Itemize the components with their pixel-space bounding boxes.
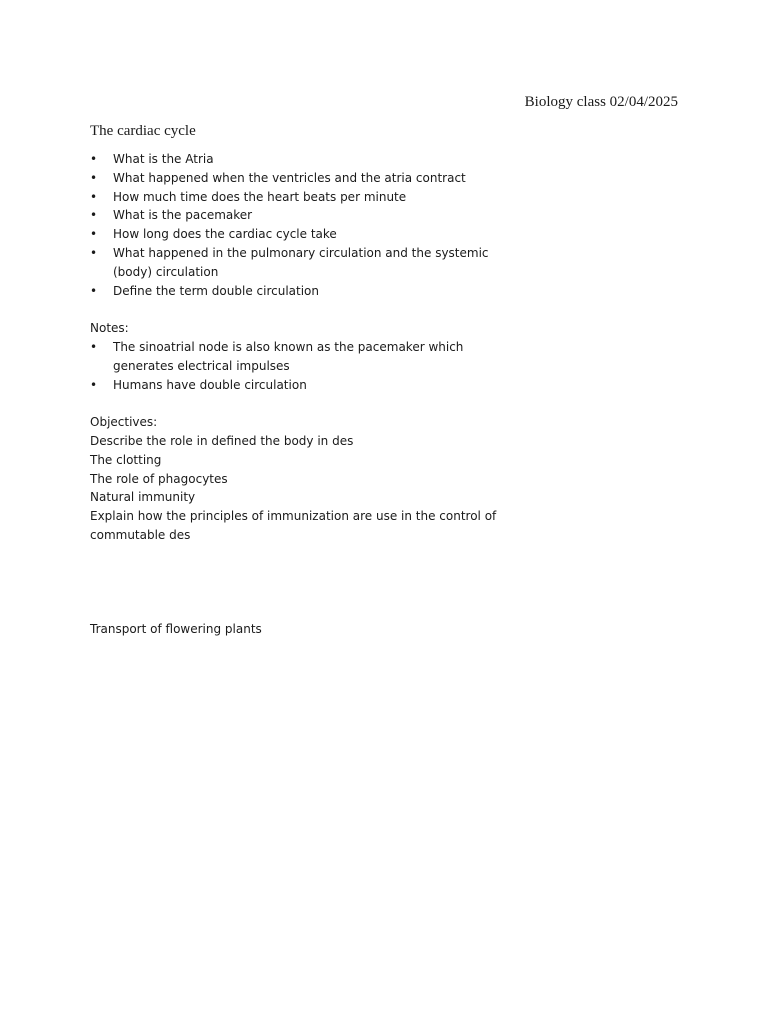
question-text: What happened in the pulmonary circulation and the systemic (body) circulation: [113, 245, 489, 279]
list-item: [90, 225, 520, 244]
objective-line: The role of phagocytes: [90, 471, 228, 486]
notes-heading: Notes:: [90, 321, 129, 336]
question-text: What is the pacemaker: [113, 208, 253, 223]
list-item: [90, 376, 520, 395]
question-text: What happened when the ventricles and the atria contract: [113, 170, 466, 185]
objective-line: Explain how the principles of immunization are use in the control of commutable des: [90, 509, 497, 542]
list-item: [90, 338, 520, 376]
blank-lines: [90, 545, 520, 620]
bullet-icon: •: [90, 339, 98, 354]
note-text: The sinoatrial node is also known as the pacemaker which generates electrical impulses: [113, 339, 464, 373]
header-date: Biology class 02/04/2025: [524, 94, 678, 110]
bullet-icon: •: [90, 283, 98, 298]
list-item: [90, 169, 520, 188]
objective-line: The clotting: [90, 452, 162, 467]
list-item: [90, 150, 520, 169]
bullet-icon: •: [90, 245, 98, 260]
question-text: How long does the cardiac cycle take: [113, 227, 337, 242]
bullet-icon: •: [90, 227, 98, 242]
question-text: Define the term double circulation: [113, 283, 319, 298]
list-item: [90, 188, 520, 207]
list-item: [90, 282, 520, 301]
objectives-section: [90, 413, 520, 545]
bullet-icon: •: [90, 189, 98, 204]
bullet-icon: •: [90, 377, 98, 392]
footer-topic: Transport of flowering plants: [90, 621, 262, 636]
question-text: What is the Atria: [113, 152, 214, 166]
objective-line: Natural immunity: [90, 490, 196, 505]
objectives-heading: Objectives:: [90, 415, 158, 430]
list-item: [90, 206, 520, 225]
blank-line: [90, 394, 520, 413]
document-body: [90, 122, 520, 639]
question-text: How much time does the heart beats per minute: [113, 189, 407, 204]
notes-list: [90, 338, 520, 394]
bullet-icon: •: [90, 152, 98, 166]
page-title: The cardiac cycle: [90, 123, 196, 139]
bullet-icon: •: [90, 170, 98, 185]
questions-list: [90, 150, 520, 300]
blank-line: [90, 300, 520, 319]
list-item: [90, 244, 520, 282]
objective-line: Describe the role in defined the body in des: [90, 433, 354, 448]
note-text: Humans have double circulation: [113, 377, 307, 392]
bullet-icon: •: [90, 208, 98, 223]
